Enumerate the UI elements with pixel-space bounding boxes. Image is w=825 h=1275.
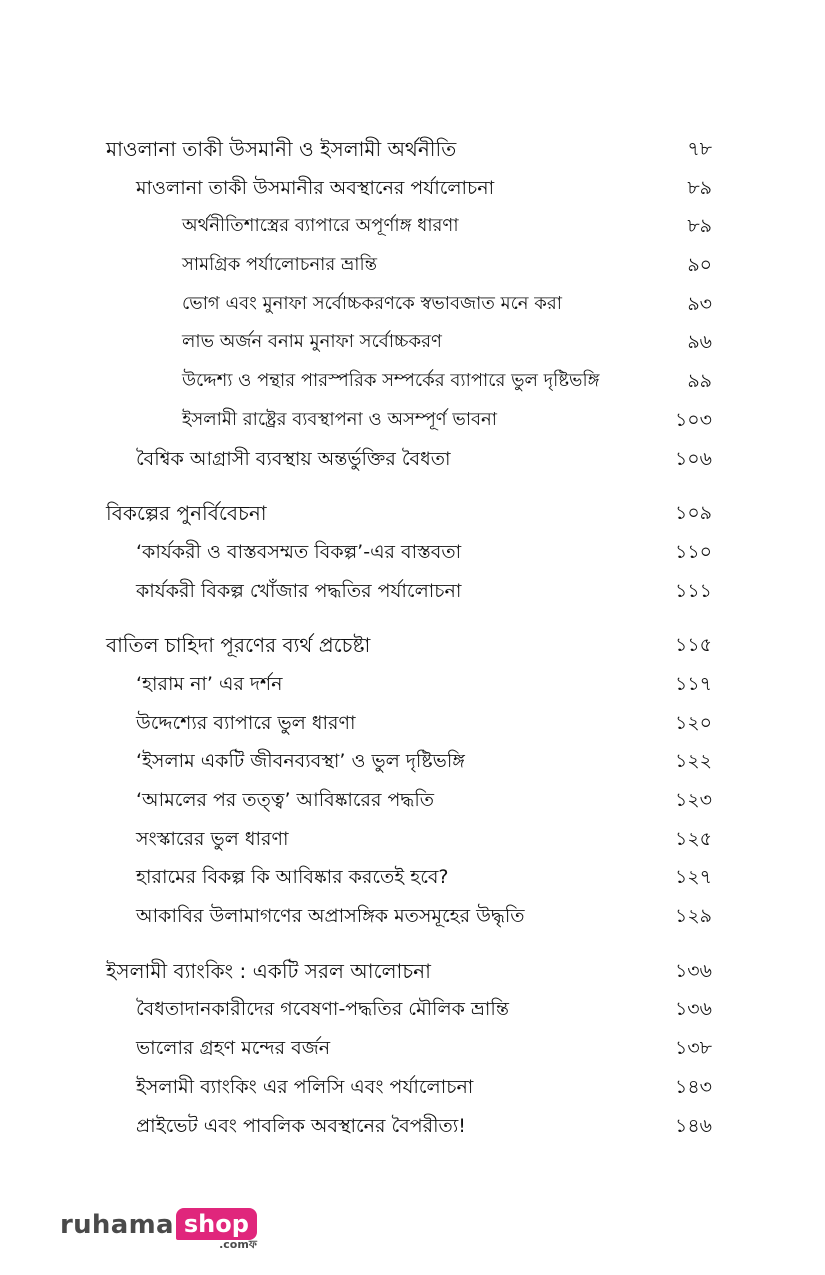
toc-entry-page: ১২৯: [674, 905, 712, 928]
toc-entry-title: প্রাইভেট এবং পাবলিক অবস্থানের বৈপরীত্য!: [136, 1114, 466, 1137]
toc-entry: [0, 401, 825, 440]
toc-entry-title: ইসলামী ব্যাংকিং এর পলিসি এবং পর্যালোচনা: [136, 1075, 474, 1098]
toc-entry-title: লাভ অর্জন বনাম মুনাফা সর্বোচ্চকরণ: [182, 331, 442, 353]
toc-entry-page: ১৪৩: [674, 1075, 712, 1098]
toc-entry-title: ইসলামী ব্যাংকিং : একটি সরল আলোচনা: [106, 958, 431, 983]
logo-shop-text: shop: [183, 1210, 249, 1238]
toc-entry: [0, 1029, 825, 1068]
toc-entry: [0, 1107, 825, 1146]
toc-entry-title: কার্যকরী বিকল্প খোঁজার পদ্ধতির পর্যালোচনা: [136, 579, 462, 602]
toc-entry-title: ‘হারাম না’ এর দর্শন: [136, 672, 283, 695]
toc-entry: [0, 285, 825, 324]
toc-entry-title: উদ্দেশ্য ও পন্থার পারস্পরিক সম্পর্কের ব্যাপারে ভুল দৃষ্টিভঙ্গি: [182, 370, 600, 392]
toc-entry: [0, 533, 825, 572]
toc-entry: [0, 626, 825, 665]
toc-entry-title: উদ্দেশ্যের ব্যাপারে ভুল ধারণা: [136, 711, 356, 734]
toc-entry-page: ১১১: [675, 579, 712, 602]
toc-entry: [0, 323, 825, 362]
toc-entry-title: বাতিল চাহিদা পূরণের ব্যর্থ প্রচেষ্টা: [106, 633, 371, 658]
toc-entry: [0, 897, 825, 936]
toc-entry-page: ১২৩: [674, 789, 712, 811]
toc-entry: [0, 440, 825, 479]
toc-entry-title: ইসলামী রাষ্ট্রের ব্যবস্থাপনা ও অসম্পূর্ণ ভাবনা: [182, 408, 498, 430]
toc-entry-page: ১১০: [674, 540, 712, 563]
toc-entry-page: ১৩৬: [674, 959, 712, 982]
toc-entry: [0, 742, 825, 781]
toc-entry: [0, 858, 825, 897]
toc-entry-page: ১২৭: [674, 866, 712, 889]
toc-entry-page: ১২২: [674, 750, 712, 773]
toc-entry-page: ১১৫: [675, 634, 712, 657]
toc-entry-page: ১০৯: [674, 502, 712, 525]
toc-entry: [0, 952, 825, 991]
toc-entry: [0, 130, 825, 169]
logo-word: ruhama: [60, 1210, 174, 1240]
toc-entry: [0, 362, 825, 401]
toc-entry-title: মাওলানা তাকী উসমানী ও ইসলামী অর্থনীতি: [106, 137, 457, 161]
toc-entry-title: ভোগ এবং মুনাফা সর্বোচ্চকরণকে স্বভাবজাত মনে করা: [182, 292, 562, 314]
toc-entry-page: ৯৬: [687, 331, 712, 354]
toc-entry-title: আকাবির উলামাগণের অপ্রাসঙ্গিক মতসমূহের উদ্ধৃতি: [136, 905, 525, 928]
toc-entry-title: ‘ইসলাম একটি জীবনব্যবস্থা’ ও ভুল দৃষ্টিভঙ্গি: [136, 750, 465, 773]
ruhamashop-logo: [60, 1208, 257, 1251]
toc-entry: [0, 572, 825, 611]
section-gap: [0, 610, 825, 626]
toc-entry-page: ১০৩: [674, 408, 712, 431]
toc-entry-page: ৭৮: [687, 138, 712, 160]
logo-domain: .comফ: [219, 1238, 257, 1251]
toc-entry: [0, 1068, 825, 1107]
table-of-contents: [0, 130, 825, 1145]
toc-entry-title: সামগ্রিক পর্যালোচনার ভ্রান্তি: [182, 254, 378, 276]
toc-entry: [0, 781, 825, 820]
toc-entry-title: ‘আমলের পর তত্ত্ব’ আবিষ্কারের পদ্ধতি: [136, 789, 435, 811]
logo-shop-badge: [176, 1208, 257, 1251]
toc-entry-title: বৈধতাদানকারীদের গবেষণা-পদ্ধতির মৌলিক ভ্রান্তি: [136, 998, 509, 1021]
toc-entry-page: ১৪৬: [674, 1114, 712, 1137]
toc-entry: [0, 207, 825, 246]
toc-entry-page: ১৩৮: [674, 1037, 712, 1060]
toc-entry-title: ভালোর গ্রহণ মন্দের বর্জন: [136, 1037, 331, 1060]
toc-entry: [0, 820, 825, 859]
toc-entry-title: হারামের বিকল্প কি আবিষ্কার করতেই হবে?: [136, 866, 449, 889]
toc-entry-title: সংস্কারের ভুল ধারণা: [136, 827, 289, 850]
toc-entry-page: ১৩৬: [674, 998, 712, 1021]
toc-entry-page: ৯৯: [687, 370, 712, 393]
toc-entry: [0, 494, 825, 533]
toc-entry-page: ১১৭: [674, 672, 712, 695]
toc-entry-title: অর্থনীতিশাস্ত্রের ব্যাপারে অপূর্ণাঙ্গ ধারণা: [182, 215, 459, 237]
toc-entry-title: ‘কার্যকরী ও বাস্তবসম্মত বিকল্প’-এর বাস্তবতা: [136, 540, 462, 563]
toc-entry-title: মাওলানা তাকী উসমানীর অবস্থানের পর্যালোচনা: [136, 176, 495, 199]
toc-entry: [0, 246, 825, 285]
toc-entry-title: বিকল্পের পুনর্বিবেচনা: [106, 501, 267, 526]
toc-entry-page: ৮৯: [687, 215, 712, 238]
section-gap: [0, 936, 825, 952]
toc-entry-page: ১০৬: [674, 447, 712, 470]
toc-entry-page: ৮৯: [687, 176, 712, 199]
toc-entry-page: ৯০: [687, 254, 712, 277]
toc-entry: [0, 169, 825, 208]
toc-entry-page: ১২০: [674, 711, 712, 734]
toc-entry: [0, 990, 825, 1029]
section-gap: [0, 478, 825, 494]
toc-entry: [0, 704, 825, 743]
toc-entry-page: ১২৫: [674, 827, 712, 850]
toc-entry-page: ৯৩: [687, 292, 712, 315]
toc-entry: [0, 665, 825, 704]
toc-entry-title: বৈশ্বিক আগ্রাসী ব্যবস্থায় অন্তর্ভুক্তির বৈধতা: [136, 447, 451, 470]
